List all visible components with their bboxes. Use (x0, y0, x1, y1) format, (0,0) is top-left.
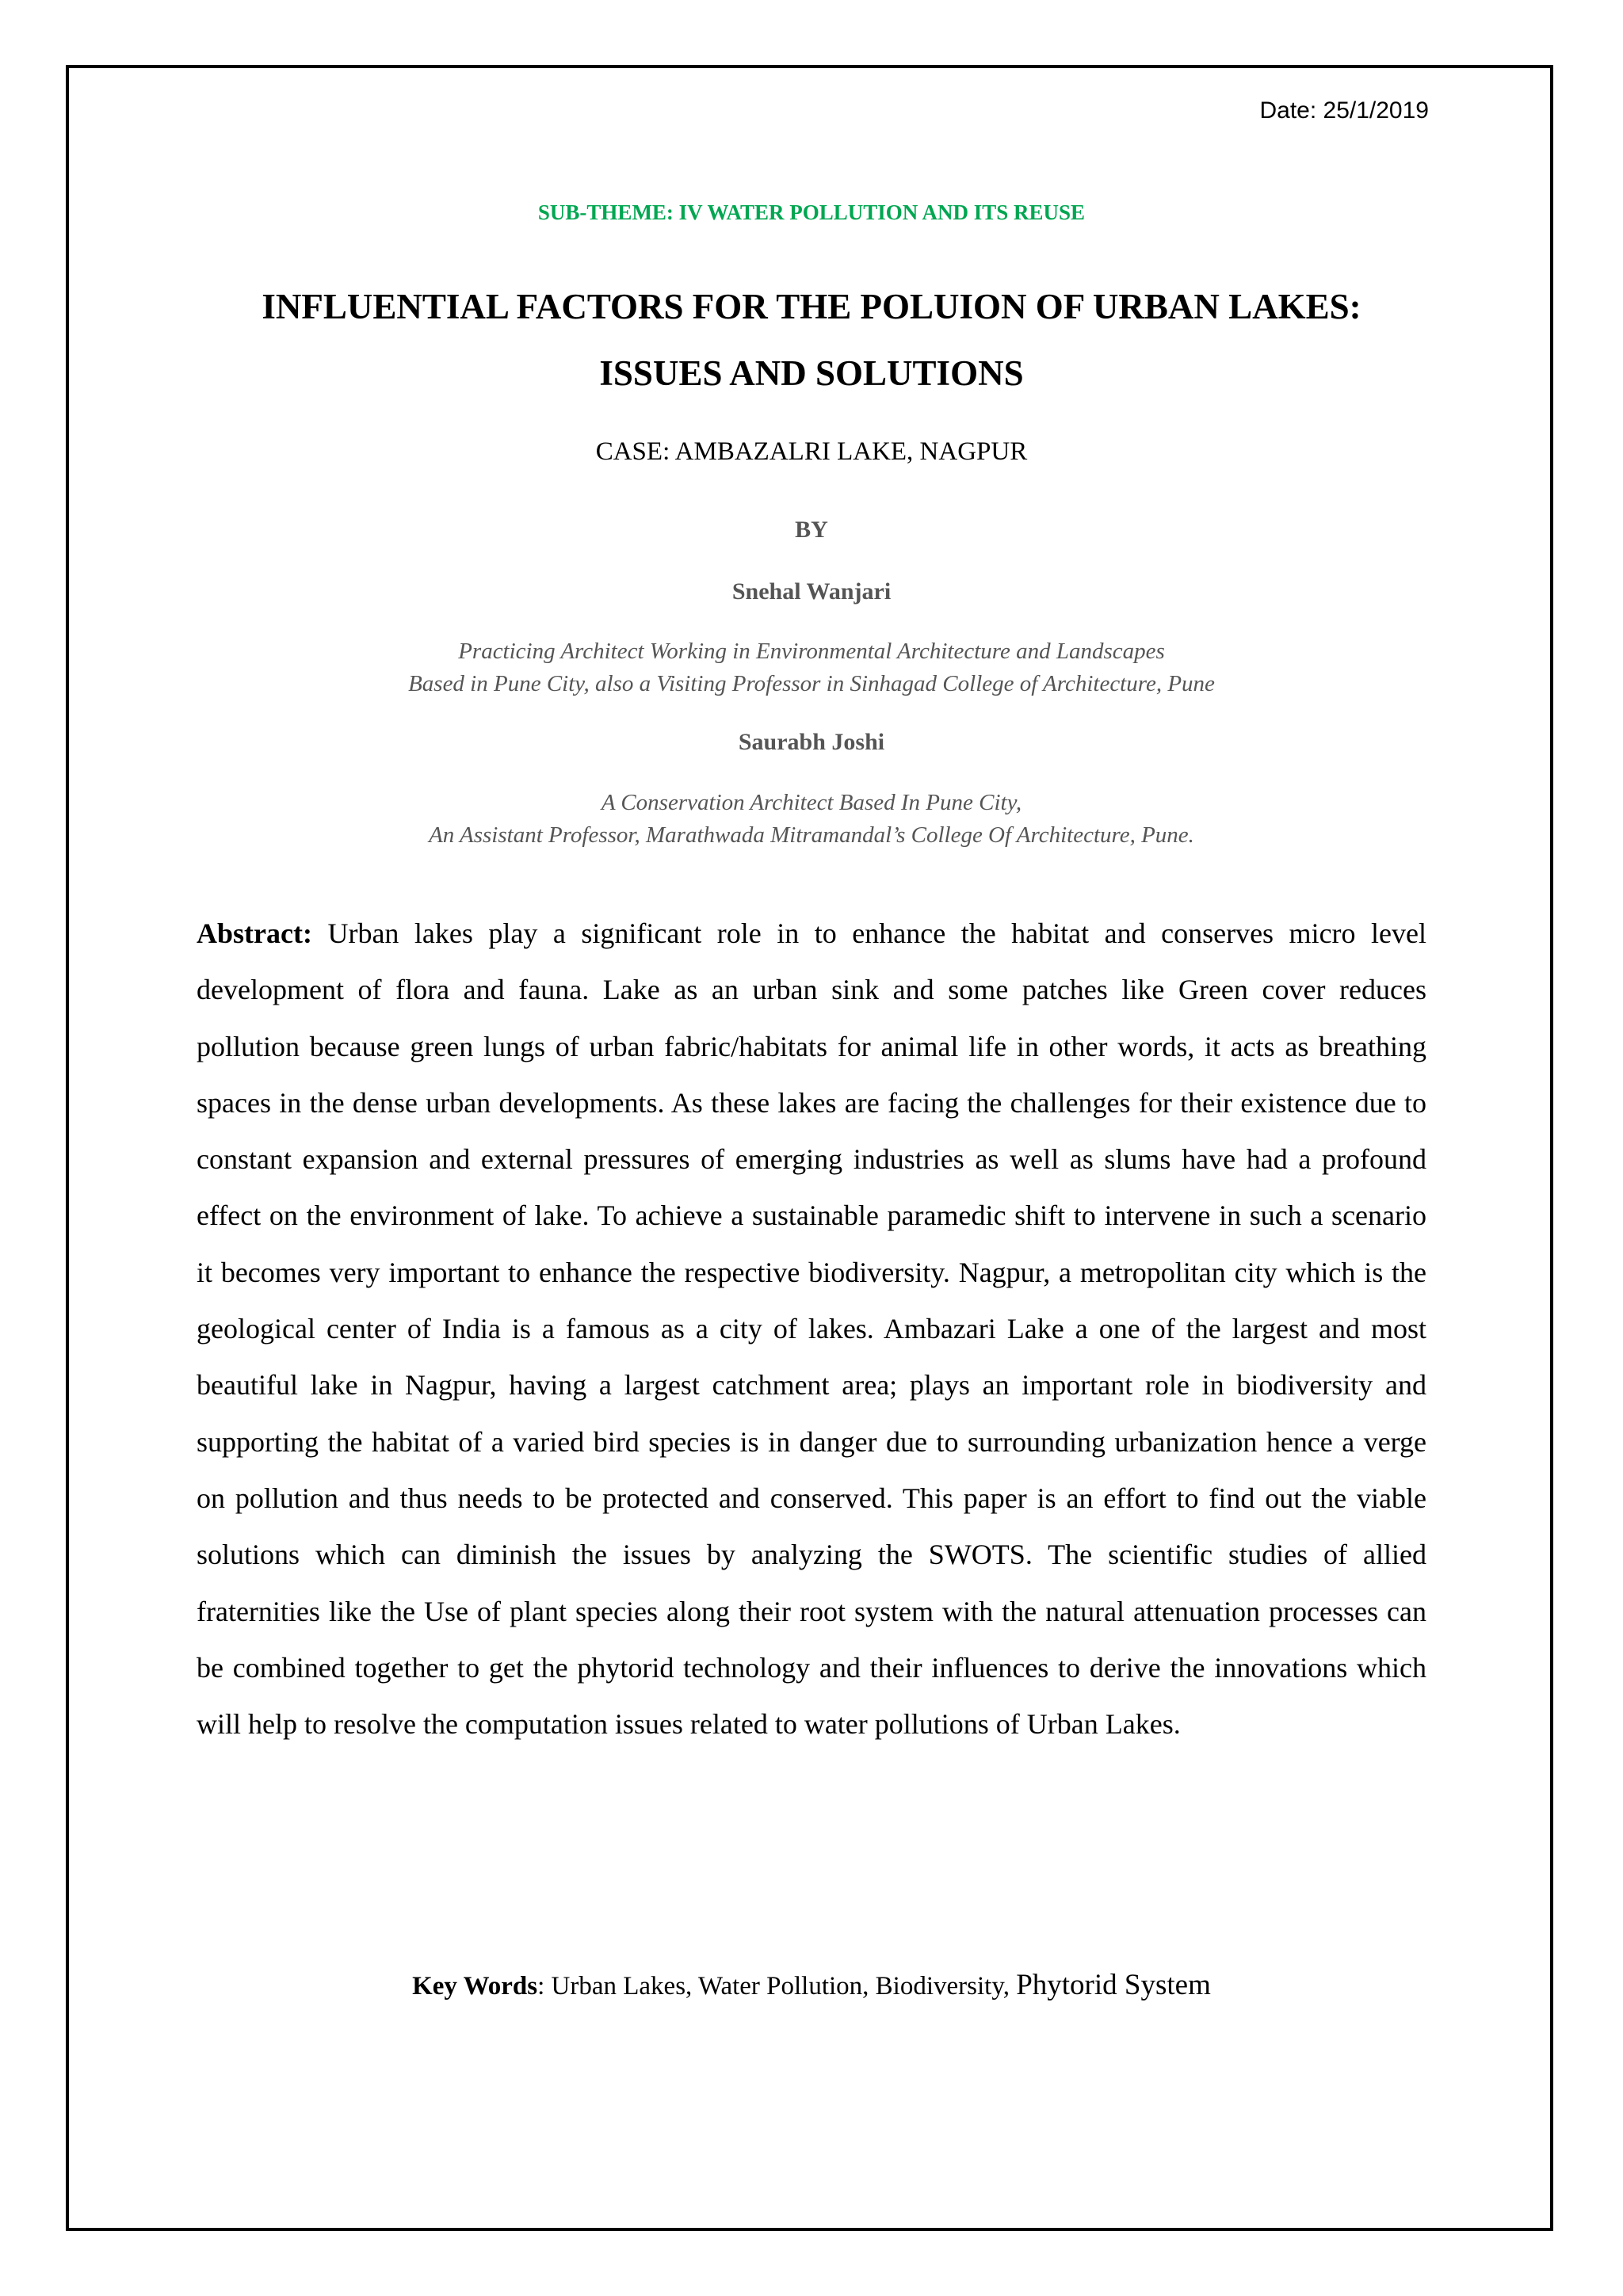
paper-title (0, 273, 1623, 406)
affiliation-line: Based in Pune City, also a Visiting Professor in Sinhagad College of Architecture, Pune (408, 671, 1215, 696)
abstract (197, 906, 1426, 1753)
affiliation-line: Practicing Architect Working in Environmental Architecture and Landscapes (458, 639, 1165, 664)
author-affiliation-1 (0, 635, 1623, 700)
title-line-1: INFLUENTIAL FACTORS FOR THE POLUION OF URBAN LAKES: (262, 287, 1361, 326)
date-label: Date: 25/1/2019 (1259, 97, 1429, 124)
keywords-last: Phytorid System (1016, 1969, 1211, 2001)
keywords (0, 1968, 1623, 2002)
author-affiliation-2 (0, 787, 1623, 852)
affiliation-line: A Conservation Architect Based In Pune City, (601, 790, 1022, 815)
abstract-text: Urban lakes play a significant role in to enhance the habitat and conserves micro level development of flora and fauna. Lake as an urban sink and some patches like Green cover reduces pollution because green lungs of urban fabric/habitats for animal life in other words, it acts as breathing spaces in the dense urban developments. As these lakes are facing the challenges for their existence due to constant expansion and external pressures of emerging industries as well as slums have had a profound effect on the environment of lake. To achieve a sustainable paramedic shift to intervene in such a scenario it becomes very important to enhance the respective biodiversity. Nagpur, a metropolitan city which is the geological center of India is a famous as a city of lakes. Ambazari Lake a one of the largest and most beautiful lake in Nagpur, having a largest catchment area; plays an important role in biodiversity and supporting the habitat of a varied bird species is in danger due to surrounding urbanization hence a verge on pollution and thus needs to be protected and conserved. This paper is an effort to find out the viable solutions which can diminish the issues by analyzing the SWOTS. The scientific studies of allied fraternities like the Use of plant species along their root system with the natural attenuation processes can be combined together to get the phytorid technology and their influences to derive the innovations which will help to resolve the computation issues related to water pollutions of Urban Lakes. (197, 917, 1426, 1741)
title-line-2: ISSUES AND SOLUTIONS (599, 353, 1024, 393)
abstract-label: Abstract: (197, 917, 312, 949)
subtheme: SUB-THEME: IV WATER POLLUTION AND ITS REUSE (537, 200, 1086, 224)
affiliation-line: An Assistant Professor, Marathwada Mitramandal’s College Of Architecture, Pune. (429, 822, 1194, 848)
author-name-2: Saurabh Joshi (738, 729, 885, 755)
case-subtitle: CASE: AMBAZALRI LAKE, NAGPUR (595, 437, 1028, 466)
by-label: BY (795, 517, 828, 543)
author-name-1: Snehal Wanjari (731, 578, 892, 605)
keywords-text: : Urban Lakes, Water Pollution, Biodiversity, (537, 1972, 1017, 2000)
keywords-label: Key Words (412, 1972, 538, 2000)
